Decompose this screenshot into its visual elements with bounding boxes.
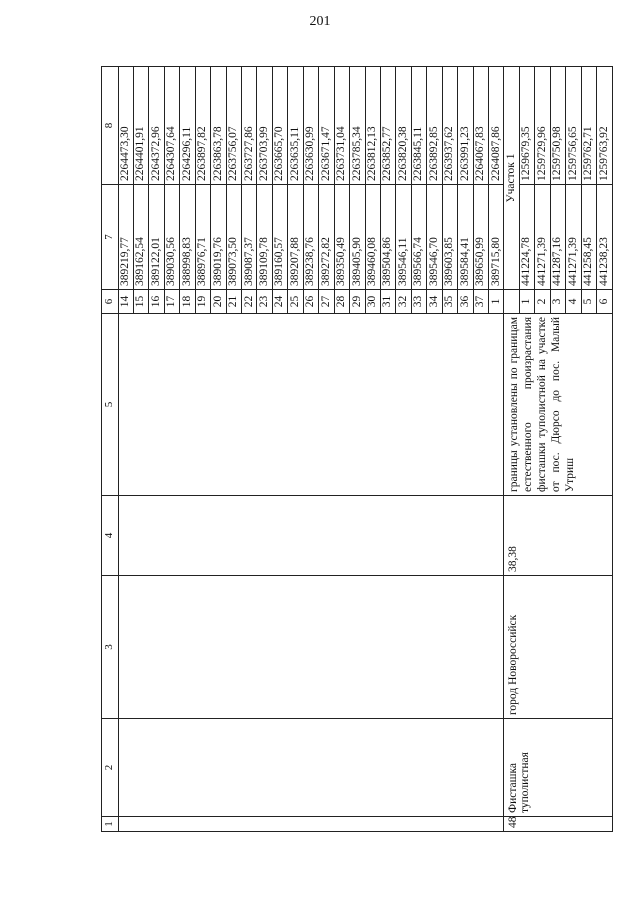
coordinate-y: 2263892,85 <box>427 67 442 185</box>
point-number: 22 <box>242 290 257 314</box>
coordinate-y: 2264296,11 <box>180 67 195 185</box>
section-row <box>504 67 519 832</box>
header-cell: 3 <box>102 576 119 719</box>
coordinate-y: 2263991,23 <box>458 67 473 185</box>
point-number: 26 <box>303 290 318 314</box>
coordinate-x: 441271,39 <box>566 185 581 290</box>
coordinate-y: 2264401,91 <box>133 67 148 185</box>
header-cell: 4 <box>102 496 119 576</box>
species-name: Фисташка туполистная <box>504 719 613 817</box>
coordinate-y: 2263671,47 <box>319 67 334 185</box>
entry-number: 48 <box>504 817 613 832</box>
coordinate-x: 389207,88 <box>288 185 303 290</box>
coordinate-x: 389603,85 <box>442 185 457 290</box>
coordinate-y: 2264067,83 <box>473 67 488 185</box>
coordinate-y: 1259763,92 <box>597 67 613 185</box>
point-number: 3 <box>550 290 565 314</box>
coordinate-x: 389122,01 <box>149 185 164 290</box>
coordinate-y: 2263863,78 <box>211 67 226 185</box>
blank-cell <box>118 817 504 832</box>
coordinate-x: 389650,99 <box>473 185 488 290</box>
coordinate-x: 389219,77 <box>118 185 133 290</box>
coordinate-y: 1259679,35 <box>519 67 534 185</box>
coordinate-x: 389160,57 <box>272 185 287 290</box>
point-number: 34 <box>427 290 442 314</box>
point-number: 19 <box>195 290 210 314</box>
point-number: 21 <box>226 290 241 314</box>
point-number: 6 <box>597 290 613 314</box>
coordinate-y: 1259762,71 <box>581 67 596 185</box>
location-name: город Новороссийск <box>504 576 613 719</box>
coordinate-y: 1259729,96 <box>535 67 550 185</box>
coordinate-x: 441258,45 <box>581 185 596 290</box>
blank-cell <box>118 576 504 719</box>
coordinate-y: 2263727,86 <box>242 67 257 185</box>
point-number: 14 <box>118 290 133 314</box>
coordinate-x: 389546,70 <box>427 185 442 290</box>
point-number: 28 <box>334 290 349 314</box>
coordinate-x: 389162,54 <box>133 185 148 290</box>
coordinate-y: 2263852,77 <box>380 67 395 185</box>
coordinate-y: 2263630,99 <box>303 67 318 185</box>
coordinate-x: 441224,78 <box>519 185 534 290</box>
point-number: 1 <box>519 290 534 314</box>
point-number: 37 <box>473 290 488 314</box>
point-number: 15 <box>133 290 148 314</box>
header-cell: 1 <box>102 817 119 832</box>
coordinate-x: 389460,08 <box>365 185 380 290</box>
coordinate-x: 389073,50 <box>226 185 241 290</box>
coordinate-x: 389546,11 <box>396 185 411 290</box>
point-number: 35 <box>442 290 457 314</box>
area-value: 38,38 <box>504 496 613 576</box>
point-number: 32 <box>396 290 411 314</box>
coordinate-x: 389087,37 <box>242 185 257 290</box>
header-cell: 2 <box>102 719 119 817</box>
coordinate-x: 389584,41 <box>458 185 473 290</box>
coordinate-y: 2263937,62 <box>442 67 457 185</box>
header-cell: 7 <box>102 185 119 290</box>
point-number: 27 <box>319 290 334 314</box>
header-cell: 6 <box>102 290 119 314</box>
header-row <box>102 67 119 832</box>
coordinate-x: 389109,78 <box>257 185 272 290</box>
point-number: 29 <box>350 290 365 314</box>
coordinate-y: 2263756,07 <box>226 67 241 185</box>
coordinate-x: 389405,90 <box>350 185 365 290</box>
coordinate-y: 2263812,13 <box>365 67 380 185</box>
point-number: 5 <box>581 290 596 314</box>
coordinate-x: 388976,71 <box>195 185 210 290</box>
blank-cell <box>118 496 504 576</box>
point-number: 36 <box>458 290 473 314</box>
coordinate-y: 2264473,30 <box>118 67 133 185</box>
coordinates-table <box>101 66 613 832</box>
coordinate-x: 389272,82 <box>319 185 334 290</box>
coordinate-y: 2263665,70 <box>272 67 287 185</box>
coordinate-y: 2264307,64 <box>164 67 179 185</box>
coordinate-x: 389504,86 <box>380 185 395 290</box>
point-number: 16 <box>149 290 164 314</box>
coordinate-y: 2263845,11 <box>411 67 426 185</box>
point-number: 33 <box>411 290 426 314</box>
coordinate-x: 388998,83 <box>180 185 195 290</box>
coordinate-y: 1259750,98 <box>550 67 565 185</box>
boundary-description: границы установлены по границам естественного произрастания фисташки туполистной на участке от пос. Дюрсо до пос. Малый Утриш <box>504 314 613 496</box>
point-number: 23 <box>257 290 272 314</box>
coordinate-y: 1259756,65 <box>566 67 581 185</box>
section-label: Участок 1 <box>504 67 519 290</box>
coordinate-x: 441271,39 <box>535 185 550 290</box>
point-number: 31 <box>380 290 395 314</box>
point-number: 4 <box>566 290 581 314</box>
point-number: 30 <box>365 290 380 314</box>
table-row <box>118 67 133 832</box>
empty-cell <box>504 290 519 314</box>
coordinate-x: 389238,76 <box>303 185 318 290</box>
coordinate-y: 2263897,82 <box>195 67 210 185</box>
coordinate-x: 389030,56 <box>164 185 179 290</box>
coordinate-x: 389715,80 <box>489 185 504 290</box>
header-cell: 8 <box>102 67 119 185</box>
coordinate-y: 2264087,86 <box>489 67 504 185</box>
coordinate-y: 2263820,38 <box>396 67 411 185</box>
coordinate-y: 2263703,99 <box>257 67 272 185</box>
coordinate-y: 2263731,04 <box>334 67 349 185</box>
point-number: 24 <box>272 290 287 314</box>
coordinate-x: 441287,16 <box>550 185 565 290</box>
coordinate-x: 389350,49 <box>334 185 349 290</box>
rotated-table-wrapper <box>101 67 613 832</box>
point-number: 1 <box>489 290 504 314</box>
coordinate-x: 389019,76 <box>211 185 226 290</box>
point-number: 25 <box>288 290 303 314</box>
point-number: 20 <box>211 290 226 314</box>
coordinate-y: 2263785,34 <box>350 67 365 185</box>
point-number: 18 <box>180 290 195 314</box>
point-number: 17 <box>164 290 179 314</box>
header-cell: 5 <box>102 314 119 496</box>
coordinate-y: 2263635,11 <box>288 67 303 185</box>
blank-cell <box>118 314 504 496</box>
coordinate-y: 2264372,96 <box>149 67 164 185</box>
coordinate-x: 441238,23 <box>597 185 613 290</box>
page-number: 201 <box>309 14 331 29</box>
blank-cell <box>118 719 504 817</box>
point-number: 2 <box>535 290 550 314</box>
coordinate-x: 389566,74 <box>411 185 426 290</box>
